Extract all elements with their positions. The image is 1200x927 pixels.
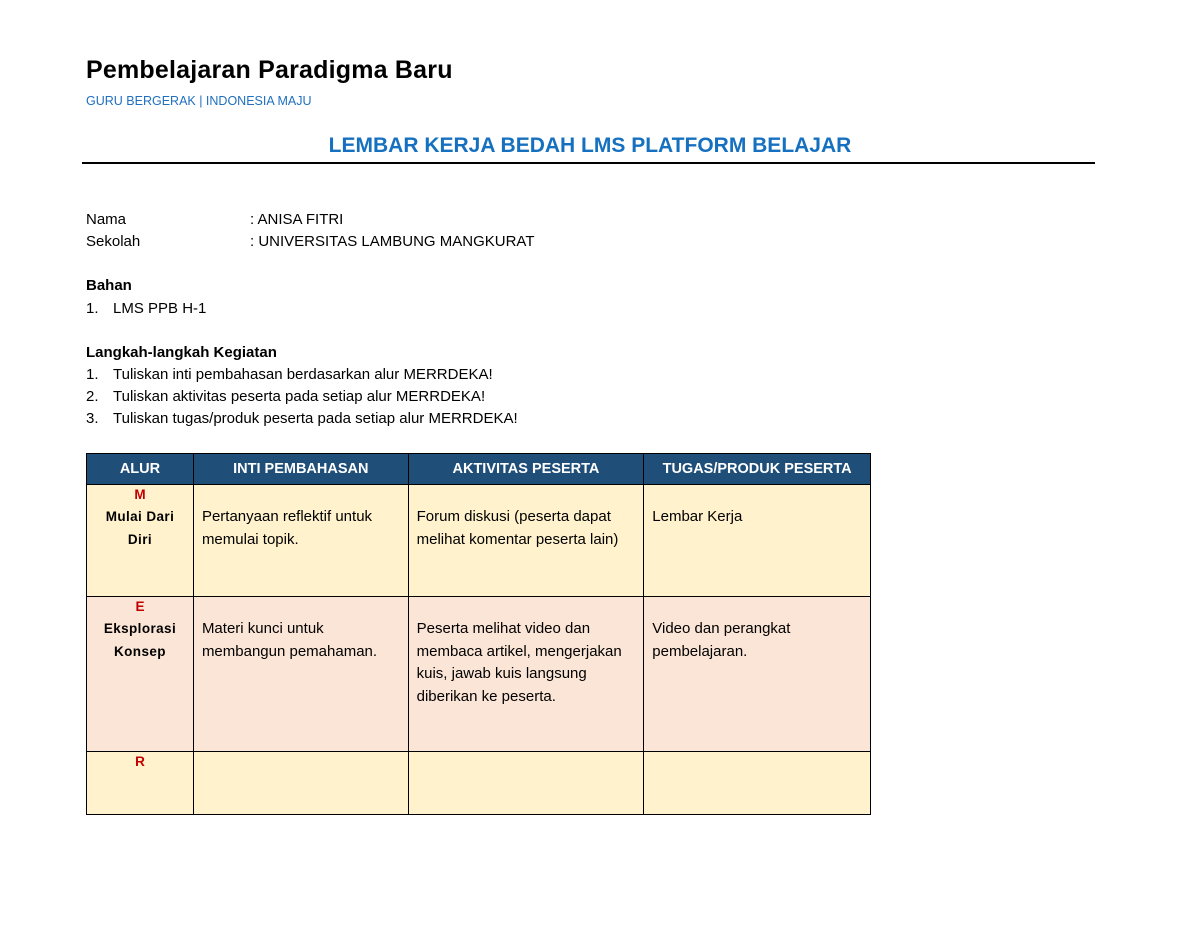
list-number: 2. [86,388,99,405]
list-number: 3. [86,410,99,427]
aktivitas-cell [408,597,644,752]
alur-cell [87,597,194,752]
alur-letter: R [135,754,145,769]
table-header-row [87,454,871,485]
list-text: Tuliskan aktivitas peserta pada setiap alur MERRDEKA! [113,388,486,405]
school-value: : UNIVERSITAS LAMBUNG MANGKURAT [250,233,535,250]
step-item [86,388,485,405]
header-tugas-produk: TUGAS/PRODUK PESERTA [644,454,871,485]
table-row [87,485,871,597]
inti-cell [193,597,408,752]
alur-name: Diri [127,532,153,547]
inti-cell [193,485,408,597]
aktivitas-cell [408,485,644,597]
header-aktivitas-peserta: AKTIVITAS PESERTA [408,454,644,485]
list-number: 1. [86,366,99,383]
name-label: Nama [86,211,127,228]
alur-cell [87,752,194,815]
alur-name: Konsep [114,644,166,659]
document-title: Pembelajaran Paradigma Baru [86,56,453,84]
header-inti-pembahasan: INTI PEMBAHASAN [193,454,408,485]
tugas-text: Lembar Kerja [652,508,743,525]
list-text: Tuliskan tugas/produk peserta pada setiap alur MERRDEKA! [113,410,518,427]
merrdeka-table [86,453,871,815]
step-item [86,366,493,383]
header-alur: ALUR [87,454,194,485]
alur-letter: E [135,599,145,614]
steps-heading: Langkah-langkah Kegiatan [86,344,277,361]
tugas-cell [644,752,871,815]
name-value: : ANISA FITRI [250,211,344,228]
inti-text: Pertanyaan reflektif untuk memulai topik. [201,508,373,548]
inti-cell [193,752,408,815]
list-text: LMS PPB H-1 [113,300,207,317]
document-subtitle: GURU BERGERAK | INDONESIA MAJU [86,94,312,108]
school-label: Sekolah [86,233,141,250]
inti-text: Materi kunci untuk membangun pemahaman. [201,620,378,660]
tugas-cell [644,597,871,752]
tugas-text [652,752,862,773]
worksheet-title: LEMBAR KERJA BEDAH LMS PLATFORM BELAJAR [328,134,852,157]
title-divider [82,162,1095,164]
list-text: Tuliskan inti pembahasan berdasarkan alur MERRDEKA! [113,366,493,383]
tugas-text: Video dan perangkat pembelajaran. [652,620,791,660]
list-number: 1. [86,300,99,317]
alur-name: Eksplorasi [103,621,177,636]
tugas-cell [644,485,871,597]
aktivitas-text: Forum diskusi (peserta dapat melihat komentar peserta lain) [416,508,619,548]
aktivitas-text: Peserta melihat video dan membaca artikel, mengerjakan kuis, jawab kuis langsung diberikan ke peserta. [416,620,622,705]
aktivitas-cell [408,752,644,815]
alur-name: Mulai Dari [105,509,175,524]
materials-heading: Bahan [86,277,132,294]
materials-item [86,300,206,317]
step-item [86,410,518,427]
inti-text [202,752,400,773]
table-row [87,597,871,752]
aktivitas-text [417,752,636,773]
alur-cell [87,485,194,597]
alur-letter: M [134,487,146,502]
table-row [87,752,871,815]
